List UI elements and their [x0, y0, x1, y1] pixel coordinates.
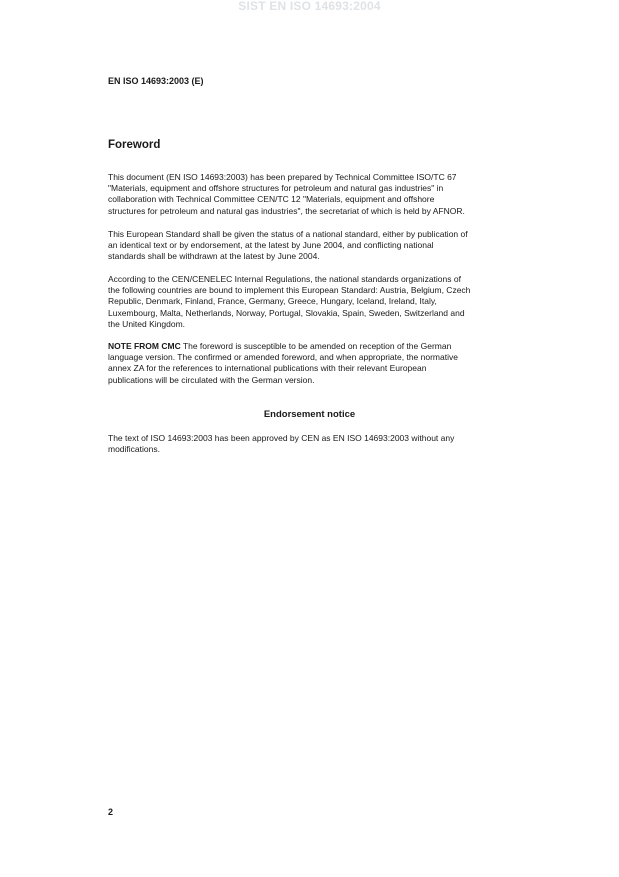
note-from-cmc-paragraph [108, 341, 533, 386]
document-id-header: EN ISO 14693:2003 (E) [108, 76, 204, 86]
watermark: SIST EN ISO 14693:2004 [238, 0, 381, 13]
foreword-paragraph-3: According to the CEN/CENELEC Internal Regulations, the national standards organizations of the following countries are bound to implement this European Standard: Austria, Belgium, Czech Republic, Denmark, Finland, France, Germany, Greece, Hungary, Iceland, Ireland, Italy, Luxembourg, Malta, Netherlands, Norway, Portugal, Slovakia, Spain, Sweden, Switzerland and the United Kingdom. [108, 274, 471, 329]
endorsement-heading: Endorsement notice [263, 409, 356, 420]
foreword-paragraph-2: This European Standard shall be given the status of a national standard, either by publication of an identical text or by endorsement, at the latest by June 2004, and conflicting national standards shall be withdrawn at the latest by June 2004. [108, 229, 468, 262]
page-number: 2 [108, 807, 114, 817]
endorsement-paragraph: The text of ISO 14693:2003 has been approved by CEN as EN ISO 14693:2003 without any modifications. [108, 433, 455, 455]
foreword-heading: Foreword [108, 139, 161, 151]
foreword-paragraph-1: This document (EN ISO 14693:2003) has been prepared by Technical Committee ISO/TC 67 "Materials, equipment and offshore structures for petroleum and natural gas industries" in collaboration with Technical Committee CEN/TC 12 "Materials, equipment and offshore structures for petroleum and natural gas industries", the secretariat of which is held by AFNOR. [108, 172, 465, 216]
note-text: The foreword is susceptible to be amended on reception of the German language version. The confirmed or amended foreword, and when appropriate, the normative annex ZA for the references to international publications with their relevant European publications will be circulated with the German version. [108, 341, 458, 385]
note-label: NOTE FROM CMC [108, 341, 181, 351]
